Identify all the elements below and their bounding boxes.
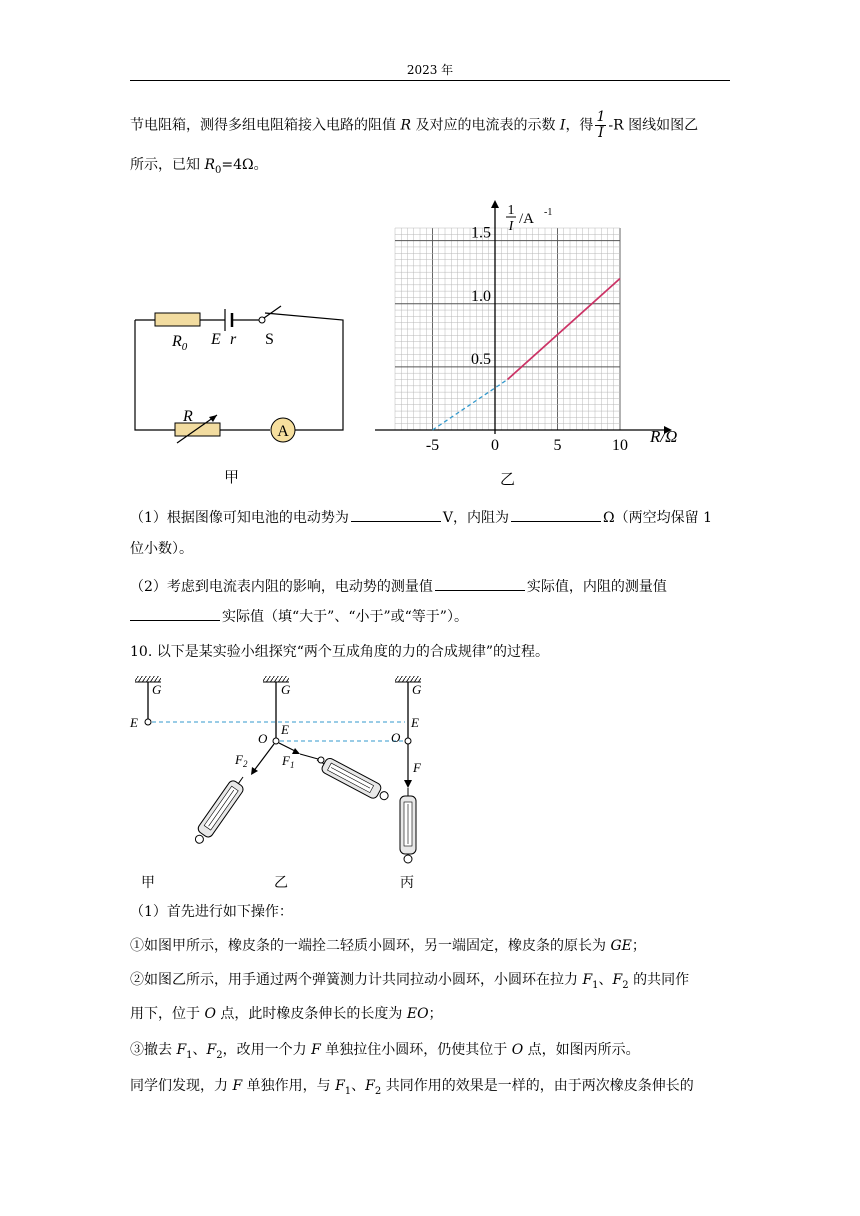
q9-text: V，内阻为 <box>442 510 510 526</box>
label-r0: $R_0$ <box>172 333 188 353</box>
y-label-denominator: I <box>508 219 514 234</box>
q10-var: EO <box>406 1006 429 1022</box>
caption-jia-2: 甲 <box>141 875 155 891</box>
frac-numerator: 1 <box>596 109 606 125</box>
q10-sub: 2 <box>622 979 629 991</box>
resistor-r0 <box>155 313 200 326</box>
q10-step-3-cont <box>130 1003 443 1025</box>
page-header: 2023 年 <box>406 63 454 77</box>
caption-bing: 丙 <box>400 875 414 891</box>
q10-text: ，改用一个力 <box>222 1042 312 1058</box>
q9-part2 <box>130 576 667 598</box>
q10-var: O <box>511 1042 524 1058</box>
label-g: G <box>152 682 162 697</box>
q9-part2-cont <box>130 606 468 628</box>
fraction-1-over-I <box>595 110 606 141</box>
force-composition-diagram <box>125 672 445 867</box>
intro-var-R: R <box>400 117 411 134</box>
q10-text: ； <box>631 938 646 954</box>
spring-scale-single <box>400 788 416 863</box>
q10-sub: 2 <box>374 1085 382 1097</box>
circuit-wire <box>135 313 343 430</box>
ammeter-label: A <box>277 423 289 440</box>
y-tick-label: 1.0 <box>471 287 491 305</box>
q10-var: F <box>335 1078 345 1094</box>
q9-part1-cont: 位小数）。 <box>130 541 193 557</box>
q10-var: O <box>204 1006 216 1022</box>
q9-text: 实际值（填“大于”、“小于”或“等于”）。 <box>222 609 468 625</box>
intro-text: 节电阻箱，测得多组电阻箱接入电路的阻值 <box>130 117 401 134</box>
x-tick-label: -5 <box>425 437 440 450</box>
q10-conclusion <box>130 1075 694 1103</box>
y-tick-label: 1.5 <box>471 224 491 242</box>
chart-inverse-current-vs-resistance <box>370 190 690 450</box>
label-emf: E <box>211 331 221 348</box>
q10-var: F <box>612 972 623 988</box>
y-tick-label: 0.5 <box>471 350 491 368</box>
header-rule <box>130 80 730 81</box>
x-tick-label: 0 <box>491 437 499 450</box>
q10-step-2 <box>130 935 646 957</box>
label-f: F <box>413 760 421 775</box>
x-axis-label: R/Ω <box>650 427 678 446</box>
caption-yi-2: 乙 <box>274 875 288 891</box>
q10-text: 点，如图丙所示。 <box>523 1042 640 1058</box>
q10-sub: 1 <box>186 1049 193 1061</box>
frac-denominator: I <box>598 125 604 141</box>
label-e: E <box>411 715 419 730</box>
label-e: E <box>281 722 289 737</box>
answer-blank-internal-resistance[interactable] <box>511 507 601 522</box>
q10-text: ②如图乙所示，用手通过两个弹簧测力计共同拉动小圆环，小圆环在拉力 <box>130 972 583 988</box>
y-label-exponent: -1 <box>544 207 553 218</box>
label-f2: $F_2$ <box>235 752 248 769</box>
intro-var-R0: R <box>204 157 215 173</box>
q10-var: F <box>206 1042 217 1058</box>
label-rheostat: R <box>183 408 193 425</box>
y-axis-arrow <box>491 200 499 208</box>
q10-step-1: （1）首先进行如下操作： <box>130 904 293 920</box>
circuit-diagram <box>125 295 355 445</box>
intro-sub: 0 <box>215 164 222 176</box>
caption-jia: 甲 <box>224 468 240 486</box>
rheostat <box>175 423 220 436</box>
label-g: G <box>412 682 422 697</box>
spring-scale-right <box>313 753 391 805</box>
q10-var: F <box>176 1042 187 1058</box>
x-tick-label: 10 <box>612 437 628 450</box>
q10-sub: 2 <box>216 1049 223 1061</box>
q10-text: 共同作用的效果是一样的，由于两次橡皮条伸长的 <box>381 1078 694 1094</box>
x-tick-label: 5 <box>553 437 562 450</box>
label-g: G <box>281 682 291 697</box>
intro-text: -R 图线如图乙 <box>608 117 699 134</box>
q10-title: 10. 以下是某实验小组探究“两个互成角度的力的合成规律”的过程。 <box>130 644 550 660</box>
intro-text: =4Ω。 <box>221 157 268 173</box>
small-ring <box>273 738 279 744</box>
switch-blade <box>264 306 281 318</box>
intro-var-I: I <box>559 117 566 134</box>
q10-sub: 1 <box>592 979 599 991</box>
q10-text: 、 <box>351 1078 366 1094</box>
q10-step-3 <box>130 969 689 997</box>
label-o: O <box>391 730 401 745</box>
q10-text: ； <box>428 1006 443 1022</box>
q10-text: 点，此时橡皮条伸长的长度为 <box>215 1006 407 1022</box>
q9-part1 <box>130 507 712 529</box>
small-ring <box>145 719 151 725</box>
q10-var: F <box>311 1042 321 1058</box>
q9-text: （1）根据图像可知电池的电动势为 <box>130 510 349 526</box>
y-label-unit: /A <box>519 211 534 227</box>
small-ring <box>405 738 411 744</box>
q10-text: ①如图甲所示，橡皮条的一端拴二轻质小圆环，另一端固定，橡皮条的原长为 <box>130 938 611 954</box>
q10-text: 用下，位于 <box>130 1006 205 1022</box>
q10-text: 、 <box>192 1042 207 1058</box>
q10-var: GE <box>610 938 632 954</box>
intro-text: 所示，已知 <box>130 157 205 173</box>
q10-text: 同学们发现，力 <box>130 1078 233 1094</box>
q10-var: F <box>582 972 593 988</box>
q10-text: 的共同作 <box>628 972 690 988</box>
intro-line-2 <box>130 154 268 182</box>
intro-text: ，得 <box>565 117 594 134</box>
label-o: O <box>258 731 268 746</box>
q10-text: 、 <box>598 972 613 988</box>
q9-text: （2）考虑到电流表内阻的影响，电动势的测量值 <box>130 579 433 595</box>
q10-text: 单独作用，与 <box>242 1078 336 1094</box>
answer-blank-r-compare[interactable] <box>130 606 220 621</box>
answer-blank-emf-compare[interactable] <box>435 576 525 591</box>
q10-step-4 <box>130 1039 640 1067</box>
q10-text: 单独拉住小圆环，仍使其位于 <box>320 1042 512 1058</box>
q10-var: F <box>232 1078 243 1094</box>
caption-yi: 乙 <box>500 470 516 488</box>
label-switch: S <box>265 331 274 348</box>
q10-var: F <box>365 1078 375 1094</box>
spring-scale-left <box>191 772 250 847</box>
q10-sub: 1 <box>344 1085 352 1097</box>
y-label-numerator: 1 <box>507 203 515 218</box>
label-internal-r: r <box>230 331 237 348</box>
q10-text: ③撤去 <box>130 1042 177 1058</box>
force-f2-arrow <box>253 744 274 772</box>
q9-text: Ω（两空均保留 1 <box>603 510 713 526</box>
intro-text: 及对应的电流表的示数 <box>411 117 560 134</box>
q9-text: 实际值，内阻的测量值 <box>526 579 667 595</box>
intro-line-1 <box>130 110 698 141</box>
label-e: E <box>130 715 138 730</box>
answer-blank-emf[interactable] <box>351 507 441 522</box>
label-f1: $F_1$ <box>282 753 295 770</box>
